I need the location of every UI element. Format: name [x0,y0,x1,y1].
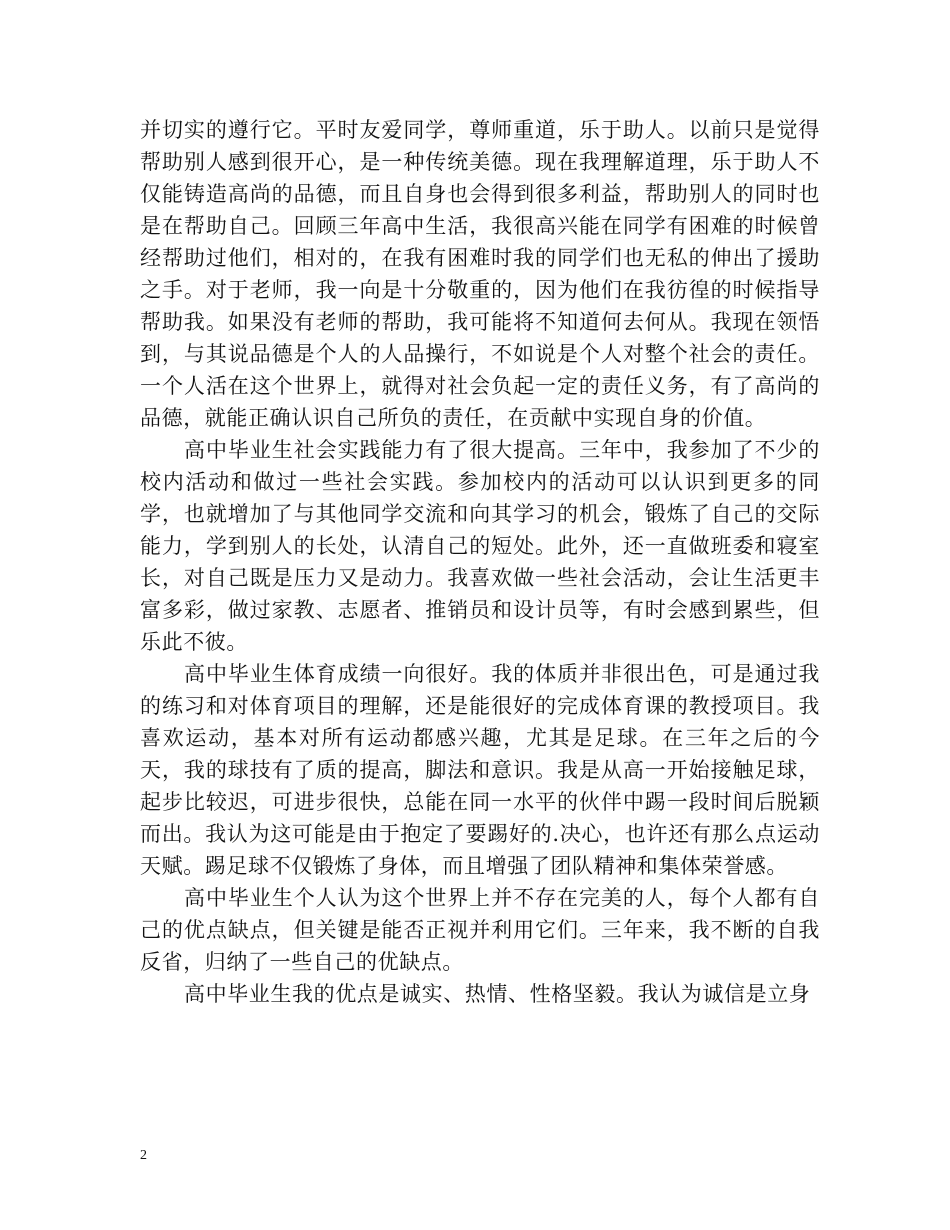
body-text [140,114,820,1010]
page-number: 2 [140,1148,147,1163]
paragraph-social-practice: 高中毕业生社会实践能力有了很大提高。三年中，我参加了不少的校内活动和做过一些社会实践。参加校内的活动可以认识到更多的同学，也就增加了与其他同学交流和向其学习的机会，锻炼了自己的交际能力，学到别人的长处，认清自己的短处。此外，还一直做班委和寝室长，对自己既是压力又是动力。我喜欢做一些社会活动，会让生活更丰富多彩，做过家教、志愿者、推销员和设计员等，有时会感到累些，但乐此不彼。 [140,438,820,654]
paragraph-strengths: 高中毕业生我的优点是诚实、热情、性格坚毅。我认为诚信是立身 [184,982,811,1006]
paragraph-self-reflection: 高中毕业生个人认为这个世界上并不存在完美的人，每个人都有自己的优点缺点，但关键是能否正视并利用它们。三年来，我不断的自我反省，归纳了一些自己的优缺点。 [140,886,820,974]
paragraph-character: 并切实的遵行它。平时友爱同学，尊师重道，乐于助人。以前只是觉得帮助别人感到很开心，是一种传统美德。现在我理解道理，乐于助人不仅能铸造高尚的品德，而且自身也会得到很多利益，帮助别人的同时也是在帮助自己。回顾三年高中生活，我很高兴能在同学有困难的时候曾经帮助过他们，相对的，在我有困难时我的同学们也无私的伸出了援助之手。对于老师，我一向是十分敬重的，因为他们在我彷徨的时候指导帮助我。如果没有老师的帮助，我可能将不知道何去何从。我现在领悟到，与其说品德是个人的人品操行，不如说是个人对整个社会的责任。一个人活在这个世界上，就得对社会负起一定的责任义务，有了高尚的品德，就能正确认识自己所负的责任，在贡献中实现自身的价值。 [140,118,820,430]
paragraph-sports: 高中毕业生体育成绩一向很好。我的体质并非很出色，可是通过我的练习和对体育项目的理解，还是能很好的完成体育课的教授项目。我喜欢运动，基本对所有运动都感兴趣，尤其是足球。在三年之后的今天，我的球技有了质的提高，脚法和意识。我是从高一开始接触足球，起步比较迟，可进步很快，总能在同一水平的伙伴中踢一段时间后脱颖而出。我认为这可能是由于抱定了要踢好的.决心，也许还有那么点运动天赋。踢足球不仅锻炼了身体，而且增强了团队精神和集体荣誉感。 [140,662,820,878]
